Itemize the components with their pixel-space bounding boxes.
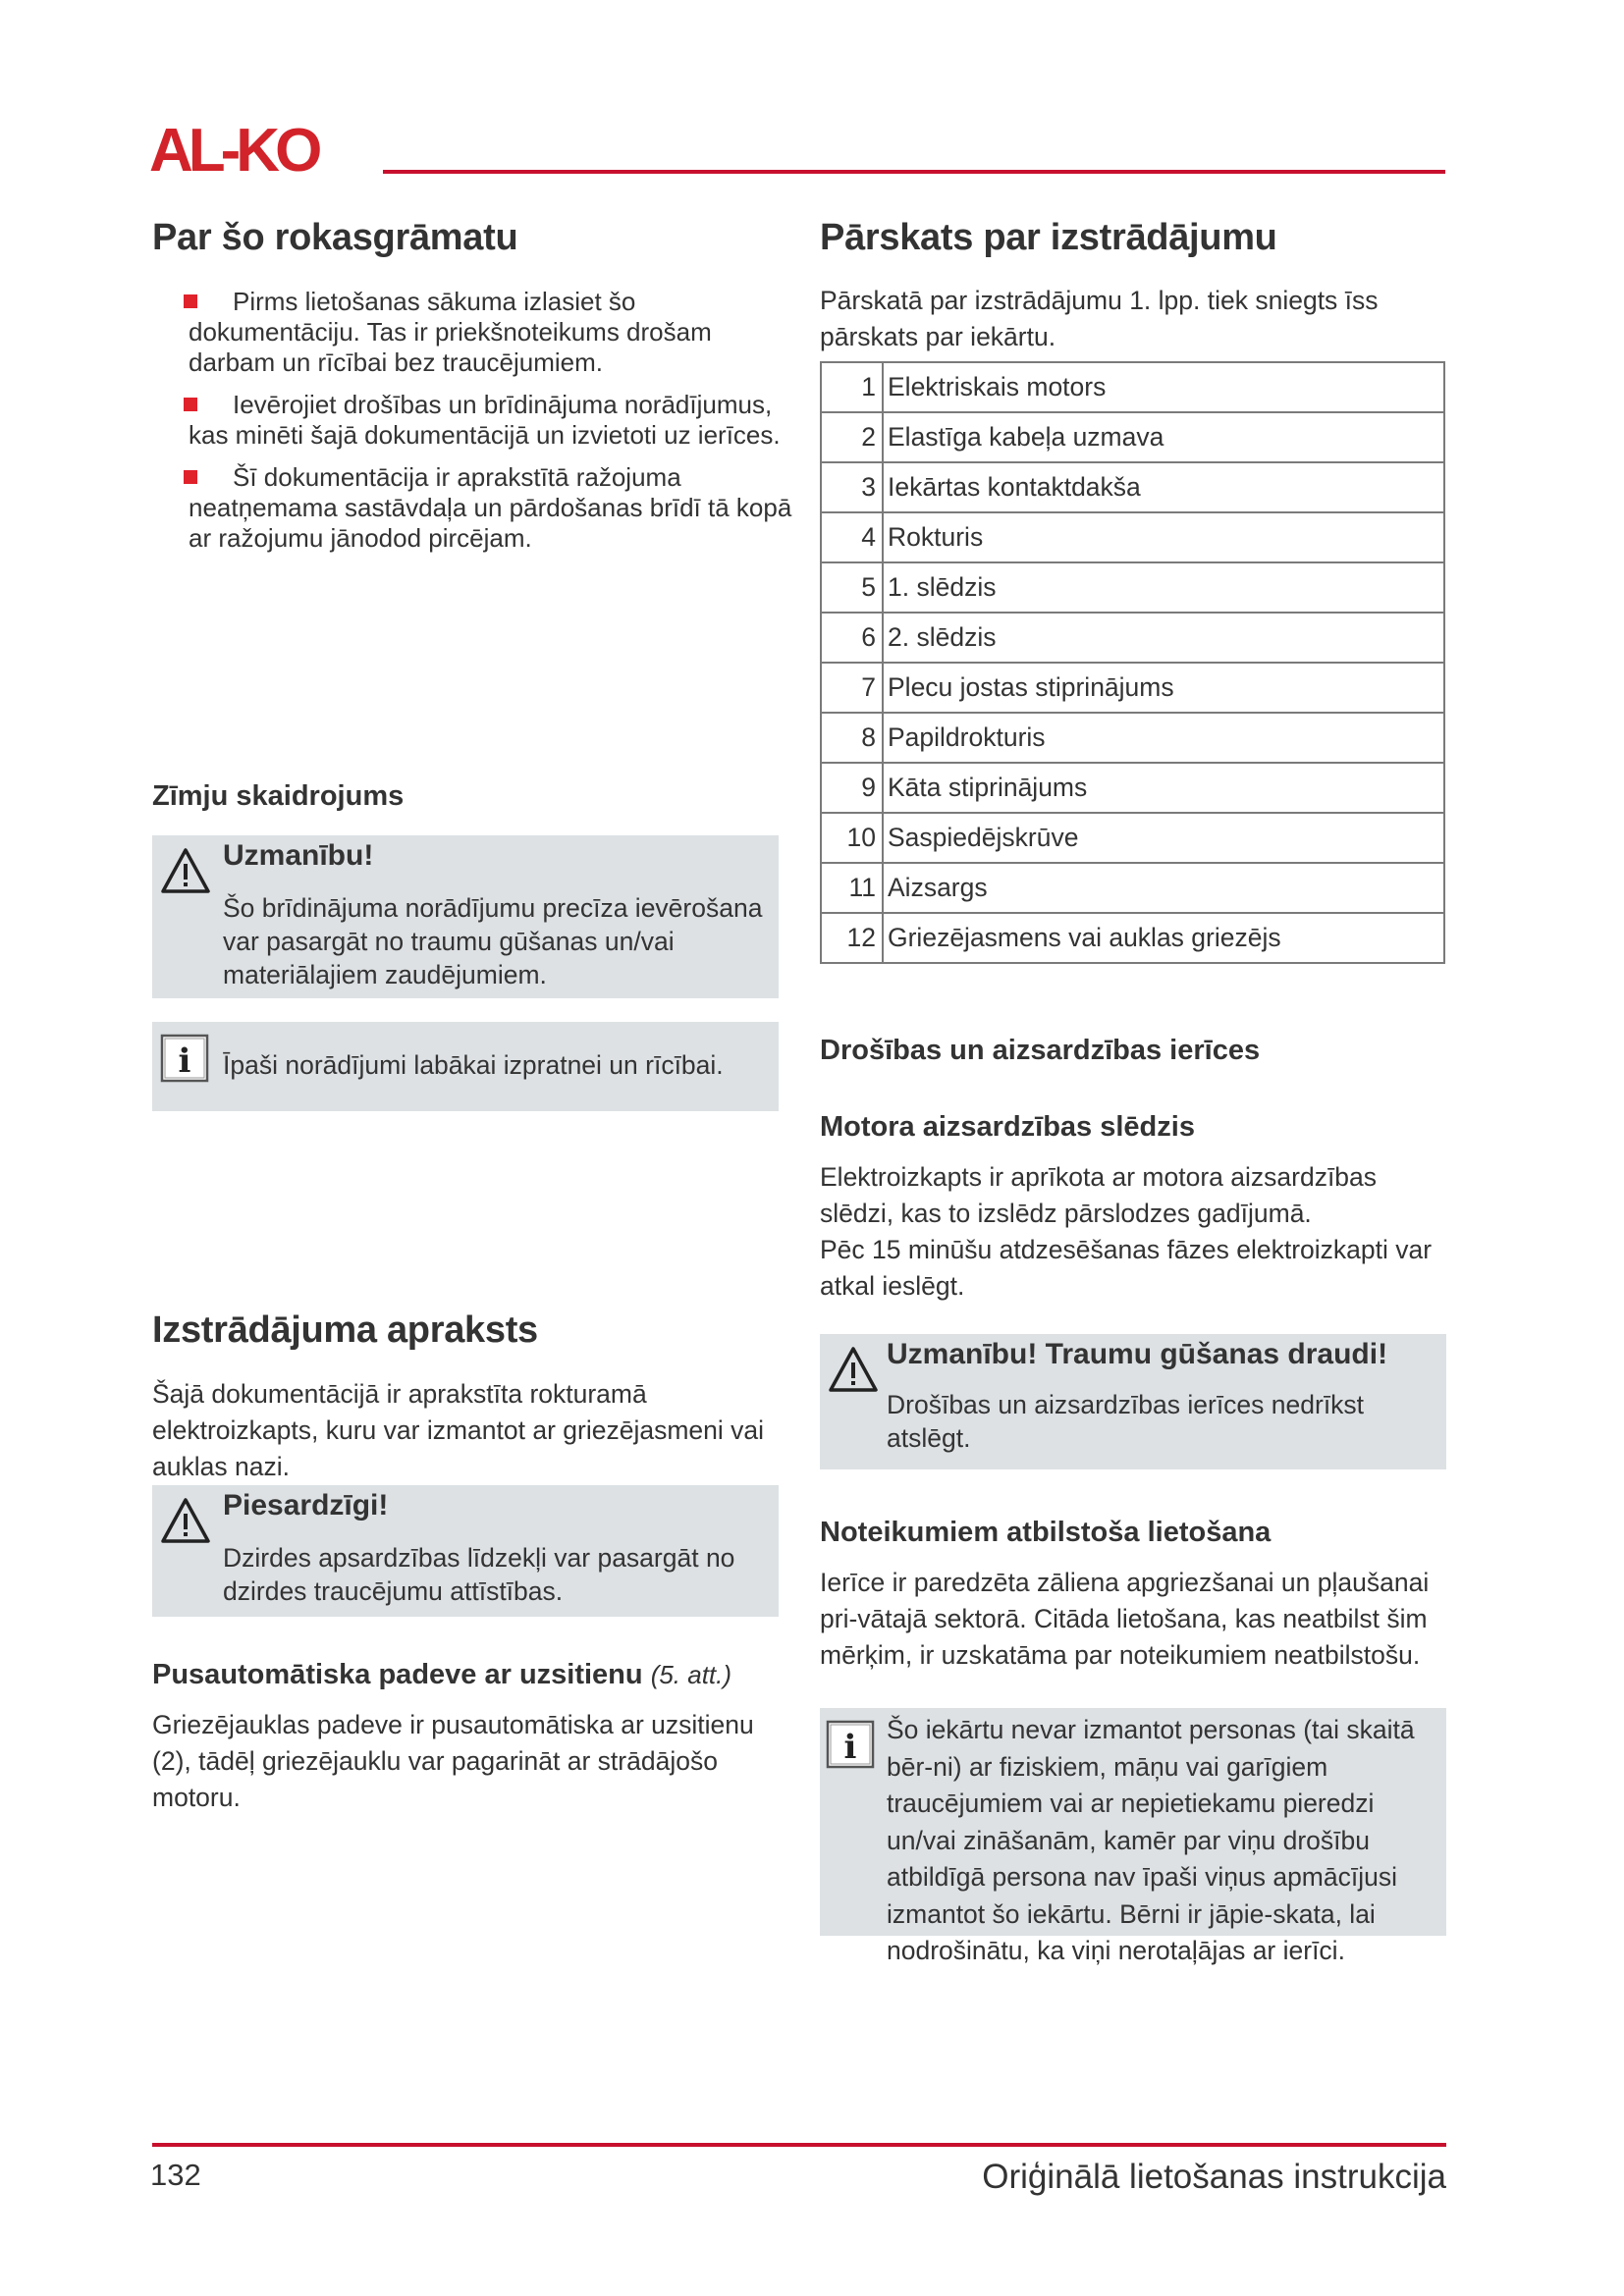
table-row <box>821 412 1444 462</box>
part-label: Papildrokturis <box>883 713 1444 763</box>
parts-table <box>820 361 1445 964</box>
page-number: 132 <box>150 2158 201 2192</box>
svg-text:i: i <box>178 1041 191 1081</box>
part-label: Elektriskais motors <box>883 362 1444 412</box>
table-row <box>821 512 1444 562</box>
intended-use-text: Ierīce ir paredzēta zāliena apgriezšanai un pļaušanai pri-vātajā sektorā. Citāda lietošana, kas neatbilst šim mērķim, ir uzskatāma par noteikumiem neatbilstošu. <box>820 1568 1430 1670</box>
info-icon <box>826 1720 875 1774</box>
table-row <box>821 713 1444 763</box>
caution-box <box>152 1485 779 1617</box>
part-number: 8 <box>821 713 883 763</box>
part-number: 5 <box>821 562 883 613</box>
part-number: 12 <box>821 913 883 963</box>
warning-triangle-icon <box>828 1346 879 1398</box>
warning-box <box>152 835 779 998</box>
motor-protection-text-2: Pēc 15 minūšu atdzesēšanas fāzes elektroizkapti var atkal ieslēgt. <box>820 1235 1433 1301</box>
part-number: 7 <box>821 663 883 713</box>
part-number: 3 <box>821 462 883 512</box>
caution-title: Piesardzīgi! <box>223 1489 389 1522</box>
caution-text: Dzirdes apsardzības līdzekļi var pasargāt no dzirdes traucējumu attīstības. <box>223 1543 735 1606</box>
list-item: Ievērojiet drošības un brīdinājuma norādījumus, kas minēti šajā dokumentācijā un izvietoti uz ierīces. <box>152 390 805 451</box>
table-row <box>821 863 1444 913</box>
part-number: 4 <box>821 512 883 562</box>
part-number: 11 <box>821 863 883 913</box>
part-label: 2. slēdzis <box>883 613 1444 663</box>
warning-text: Šo brīdinājuma norādījumu precīza ievērošana var pasargāt no traumu gūšanas un/vai materiālajiem zaudējumiem. <box>223 893 763 989</box>
info-box <box>820 1708 1446 1965</box>
part-number: 6 <box>821 613 883 663</box>
svg-text:AL-KO: AL-KO <box>149 122 318 175</box>
about-bullet-list <box>152 287 805 565</box>
part-number: 2 <box>821 412 883 462</box>
part-label: Rokturis <box>883 512 1444 562</box>
part-label: Plecu jostas stiprinājums <box>883 663 1444 713</box>
part-number: 9 <box>821 763 883 813</box>
warning-triangle-icon <box>160 1497 211 1549</box>
table-row <box>821 562 1444 613</box>
warning-title: Uzmanību! <box>223 839 374 872</box>
list-item: Šī dokumentācija ir aprakstītā ražojuma neatņemama sastāvdaļa un pārdošanas brīdī tā kopā ar ražojumu jānodod pircējam. <box>152 462 805 554</box>
motor-protection-text: Elektroizkapts ir aprīkota ar motora aizsardzības slēdzi, kas to izslēdz pārslodzes gadījumā. <box>820 1162 1378 1228</box>
injury-warning-text: Drošības un aizsardzības ierīces nedrīkst atslēgt. <box>887 1390 1365 1453</box>
table-row <box>821 613 1444 663</box>
warning-triangle-icon <box>160 847 211 899</box>
part-label: Saspiedējskrūve <box>883 813 1444 863</box>
list-item: Pirms lietošanas sākuma izlasiet šo dokumentāciju. Tas ir priekšnoteikums drošam darbam un rīcībai bez traucējumiem. <box>152 287 805 378</box>
part-number: 1 <box>821 362 883 412</box>
motor-protection-title: Motora aizsardzības slēdzis <box>820 1111 1195 1143</box>
brand-logo <box>149 122 370 175</box>
symbols-title: Zīmju skaidrojums <box>152 780 405 812</box>
intended-use-title: Noteikumiem atbilstoša lietošana <box>820 1517 1272 1548</box>
overview-intro: Pārskatā par izstrādājumu 1. lpp. tiek sniegts īss pārskats par iekārtu. <box>820 286 1379 351</box>
info-icon <box>160 1034 209 1088</box>
bullet-square-icon <box>184 294 197 308</box>
description-title: Izstrādājuma apraksts <box>152 1309 538 1351</box>
bullet-square-icon <box>184 470 197 484</box>
info-text: Šo iekārtu nevar izmantot personas (tai skaitā bēr-ni) ar fiziskiem, māņu vai garīgiem traucējumiem vai ar nepietiekamu pieredzi un/vai zināšanām, kamēr par viņu drošību atbildīgā persona nav īpaši viņus apmācījusi izmantot šo iekārtu. Bērni ir jāpie-skata, lai nodrošinātu, ka viņi nerotaļājas ar ierīci. <box>887 1715 1415 1965</box>
safety-title: Drošības un aizsardzības ierīces <box>820 1035 1261 1066</box>
feed-title-text: Pusautomātiska padeve ar uzsitienu <box>152 1659 643 1690</box>
part-number: 10 <box>821 813 883 863</box>
overview-title: Pārskats par izstrādājumu <box>820 217 1277 258</box>
feed-title <box>152 1659 781 1691</box>
description-text: Šajā dokumentācijā ir aprakstīta rokturamā elektroizkapts, kuru var izmantot ar griezējasmeni vai auklas nazi. <box>152 1379 764 1481</box>
part-label: Iekārtas kontaktdakša <box>883 462 1444 512</box>
footer-rule <box>152 2143 1446 2147</box>
footer-title: Oriģinālā lietošanas instrukcija <box>982 2158 1446 2196</box>
part-label: Aizsargs <box>883 863 1444 913</box>
part-label: Griezējasmens vai auklas griezējs <box>883 913 1444 963</box>
info-box <box>152 1022 779 1111</box>
feed-figure-ref: (5. att.) <box>650 1660 732 1689</box>
info-text: Īpaši norādījumi labākai izpratnei un rīcībai. <box>223 1050 724 1080</box>
table-row <box>821 813 1444 863</box>
feed-text: Griezējauklas padeve ir pusautomātiska ar uzsitienu (2), tādēļ griezējauklu var pagarināt ar strādājošo motoru. <box>152 1710 754 1812</box>
svg-text:i: i <box>843 1728 857 1767</box>
table-row <box>821 462 1444 512</box>
table-row <box>821 913 1444 963</box>
part-label: Elastīga kabeļa uzmava <box>883 412 1444 462</box>
header-rule <box>383 170 1445 174</box>
about-title: Par šo rokasgrāmatu <box>152 217 518 258</box>
part-label: 1. slēdzis <box>883 562 1444 613</box>
injury-warning-title: Uzmanību! Traumu gūšanas draudi! <box>887 1338 1388 1370</box>
table-row <box>821 362 1444 412</box>
table-row <box>821 663 1444 713</box>
table-row <box>821 763 1444 813</box>
bullet-square-icon <box>184 398 197 411</box>
part-label: Kāta stiprinājums <box>883 763 1444 813</box>
injury-warning-box <box>820 1334 1446 1469</box>
